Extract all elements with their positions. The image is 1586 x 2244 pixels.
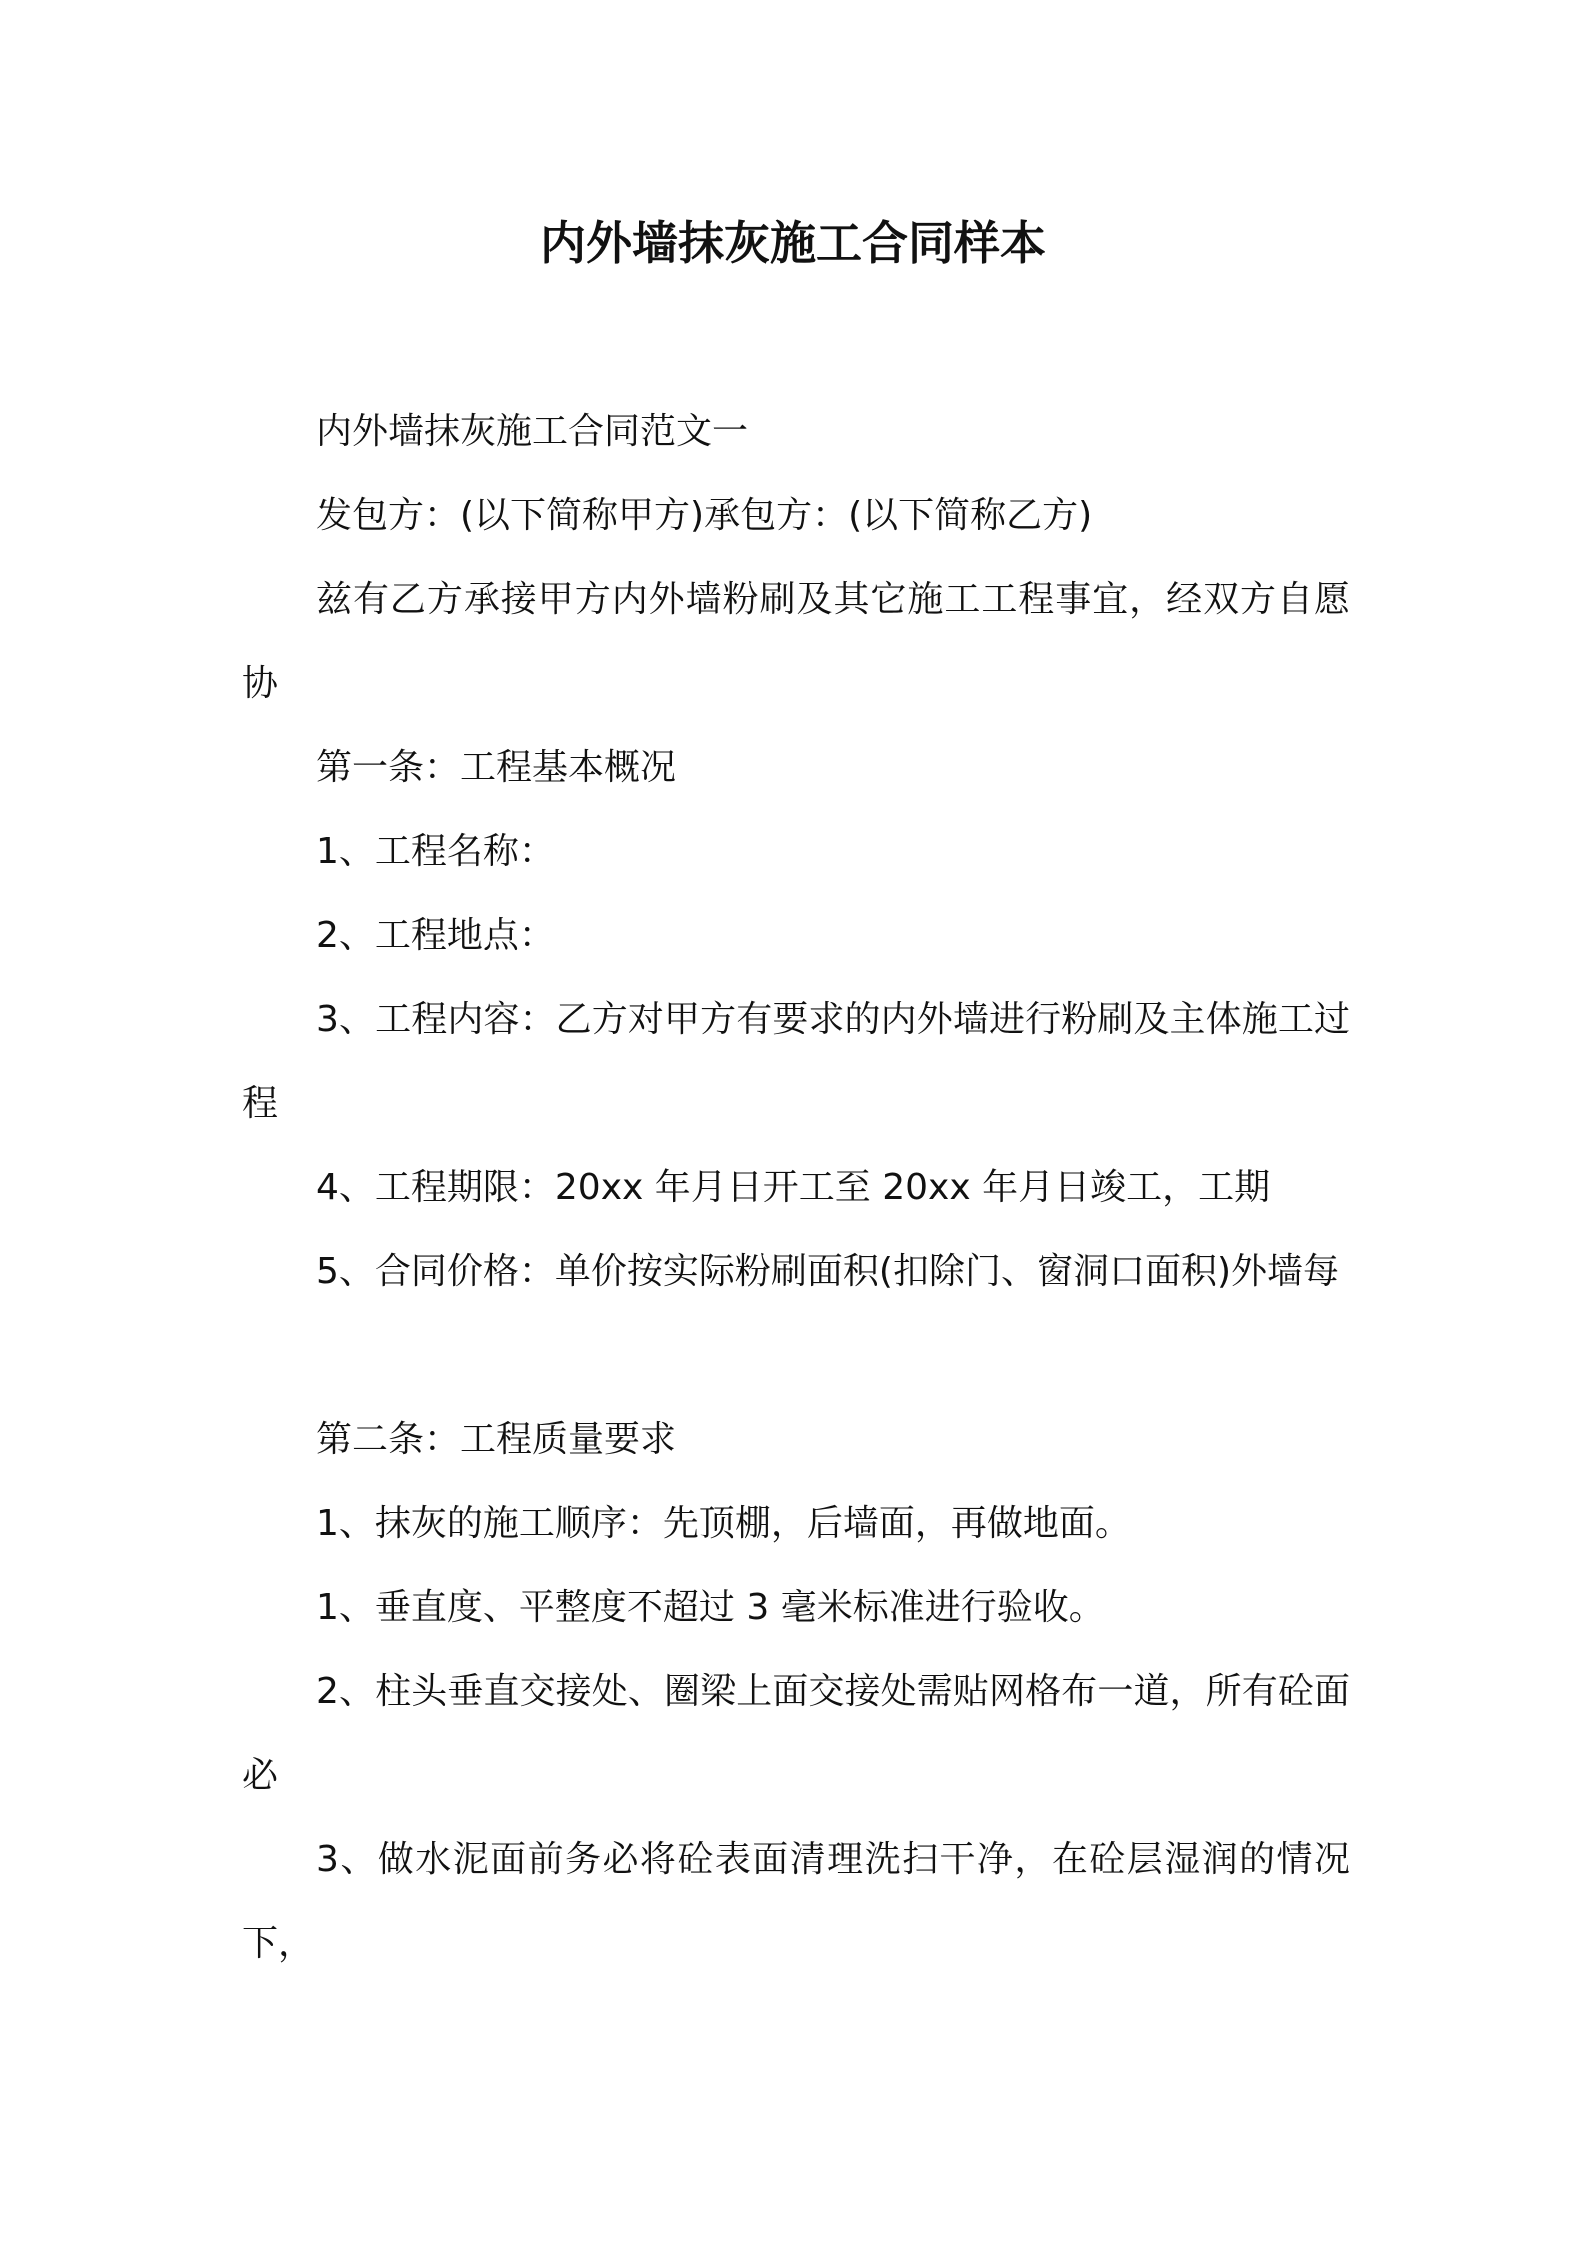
paragraph-verticality: 1、垂直度、平整度不超过 3 毫米标准进行验收。 (316, 1587, 1105, 1628)
paragraph-parties: 发包方：(以下简称甲方)承包方：(以下简称乙方) (316, 495, 1093, 536)
paragraph-mesh-cloth: 2、柱头垂直交接处、圈梁上面交接处需贴网格布一道，所有砼面必 (242, 1671, 1350, 1796)
paragraph-plastering-order: 1、抹灰的施工顺序：先顶棚，后墙面，再做地面。 (316, 1503, 1131, 1544)
paragraph-project-location: 2、工程地点： (316, 915, 555, 956)
paragraph-heading-sample-one: 内外墙抹灰施工合同范文一 (316, 411, 749, 452)
paragraph-surface-cleaning: 3、做水泥面前务必将砼表面清理洗扫干净，在砼层湿润的情况下， (242, 1839, 1350, 1964)
paragraph-contract-price: 5、合同价格：单价按实际粉刷面积(扣除门、窗洞口面积)外墙每 (316, 1251, 1339, 1292)
paragraph-project-period: 4、工程期限：20xx 年月日开工至 20xx 年月日竣工，工期 (316, 1167, 1271, 1208)
paragraph-agreement-intro: 兹有乙方承接甲方内外墙粉刷及其它施工工程事宜，经双方自愿协 (242, 579, 1350, 704)
paragraph-project-name: 1、工程名称： (316, 831, 555, 872)
paragraph-article-two-heading: 第二条：工程质量要求 (316, 1419, 677, 1460)
paragraph-article-one-heading: 第一条：工程基本概况 (316, 747, 677, 788)
document-title: 内外墙抹灰施工合同样本 (540, 216, 1046, 270)
paragraph-project-content: 3、工程内容：乙方对甲方有要求的内外墙进行粉刷及主体施工过程 (242, 999, 1350, 1124)
